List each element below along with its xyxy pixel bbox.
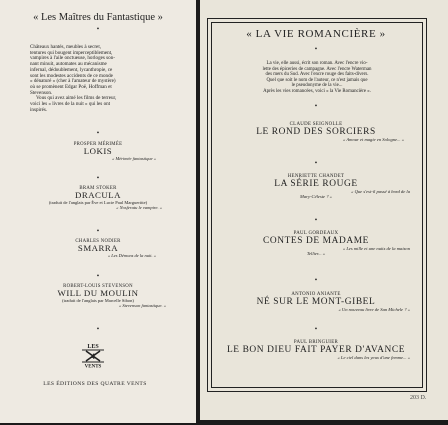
intro-line: le pseudonyme de la vie... [291,83,343,89]
book-subtitle: « Un nouveau livre de San Michele ? » [338,307,410,312]
intro-line: des mers du Sud. Avec l'encre rouge des faits-divers. [265,72,369,78]
book-subtitle: « Les Démons de la nuit. » [107,253,156,258]
intro-line: La vie, elle aussi, écrit son roman. Avec l'encre vio- [266,61,368,66]
bullet: • [96,227,100,235]
svg-text:VENTS: VENTS [84,364,102,368]
left-book [20,186,176,210]
left-book [30,284,166,308]
intro-line: infernal, dédoublement, lycanthropie, ce [30,66,113,73]
svg-text:LES: LES [87,344,99,350]
book-author: HENRIETTE CHANDET [287,174,345,179]
book-author: PAUL BRINGUIER [293,340,339,345]
book-subtitle: « Mérimée fantastique » [112,156,156,161]
book-title: DRACULA [74,190,122,200]
page-number: 203 D. [410,395,427,401]
book-title: LE ROND DES SORCIERS [256,127,376,137]
right-book [214,174,418,200]
book-title: NÉ SUR LE MONT-GIBEL [256,297,376,307]
book-subtitle: (traduit de l'anglais par Marcelle Sibon) [62,298,134,303]
book-title: CONTES DE MADAME [263,236,369,246]
book-subtitle: « Nosferatu le vampire. » [116,205,162,211]
right-book [214,292,418,312]
bullet: • [314,45,318,53]
intro-line: Châteaux hantés, meubles à secret, [30,44,102,50]
book-subtitle: Mary-Céleste ? » [300,194,332,200]
book-subtitle: Tellier... » [306,251,326,257]
book-subtitle: « Stevenson fantastique. » [119,303,166,309]
intro-line: nant minuit, automates au mécanisme [30,61,107,68]
intro-line: tentures qui bougent imperceptiblement, [30,49,113,56]
intro-line: « dénaturé » (cher à l'amateur de mystère) [30,78,116,85]
bullet: • [96,272,100,280]
intro-line: inspirés. [30,106,48,113]
bullet: • [96,25,100,33]
intro-line: voici les « livres de la nuit » qui les ont [30,101,111,108]
intro-line: vampires à l'aile onctueuse, horloges son- [30,55,115,62]
publisher-name: LES ÉDITIONS DES QUATRE VENTS [43,381,147,387]
intro-line: lette des épiceries de campagne. Avec l'encre Waterman [262,66,372,72]
book-title: LA SÉRIE ROUGE [274,179,358,189]
bullet: • [96,174,100,182]
book-author: CLAUDE SEIGNOLLE [289,122,343,127]
book-author: ROBERT-LOUIS STEVENSON [63,284,133,289]
book-subtitle: « Amour et magie en Sologne... » [342,137,404,142]
intro-line: Après les vies romancées, voici « la Vie Romancière ». [263,88,371,94]
book-title: WILL DU MOULIN [57,288,139,298]
book-subtitle: « Le ciel dans les yeux d'une femme... » [337,355,410,360]
book-subtitle: « Que s'est-il passé à bord de la [351,189,410,194]
bullet: • [314,102,318,110]
left-intro [30,45,162,113]
intro-line: sont les modestes accidents de ce monde [30,72,113,79]
book-title: LE BON DIEU FAIT PAYER D'AVANCE [226,345,406,355]
left-book [40,142,156,161]
right-book [214,231,418,257]
right-book [214,340,418,360]
bullet: • [314,216,318,224]
publisher-logo [80,342,106,368]
intro-line: Quel que soit le nom de l'auteur, ce n'est jamais que [266,77,368,83]
right-book [214,122,418,142]
book-author: ANTONIO ANIANTE [291,292,341,297]
intro-line: Vous qui avez aimé les films de terreur, [36,95,117,102]
bullet: • [314,159,318,167]
book-author: PAUL GORDEAUX [293,231,339,236]
bullet: • [314,276,318,284]
book-author: BRAM STOKER [79,186,117,191]
book-subtitle: (traduit de l'anglais par Ève et Lucie Paul Margueritte) [48,200,148,205]
book-title: SMARRA [77,243,119,253]
left-series-title: « Les Maîtres du Fantastique » [33,12,163,23]
svg-text:4: 4 [91,352,95,361]
book-title: LOKIS [83,146,113,156]
intro-line: Stevenson. [30,89,53,96]
bullet: • [96,129,100,137]
bullet: • [96,325,100,333]
right-intro [225,61,409,95]
book-subtitle: « Les mille et une nuits de la maison [342,246,410,251]
book-author: PROSPER MÉRIMÉE [73,142,123,147]
left-book [40,239,156,258]
bullet: • [314,325,318,333]
book-author: CHARLES NODIER [75,239,121,244]
intro-line: où se promènent Edgar Poë, Hoffman et [30,83,112,90]
right-series-title: « LA VIE ROMANCIÈRE » [246,28,386,40]
